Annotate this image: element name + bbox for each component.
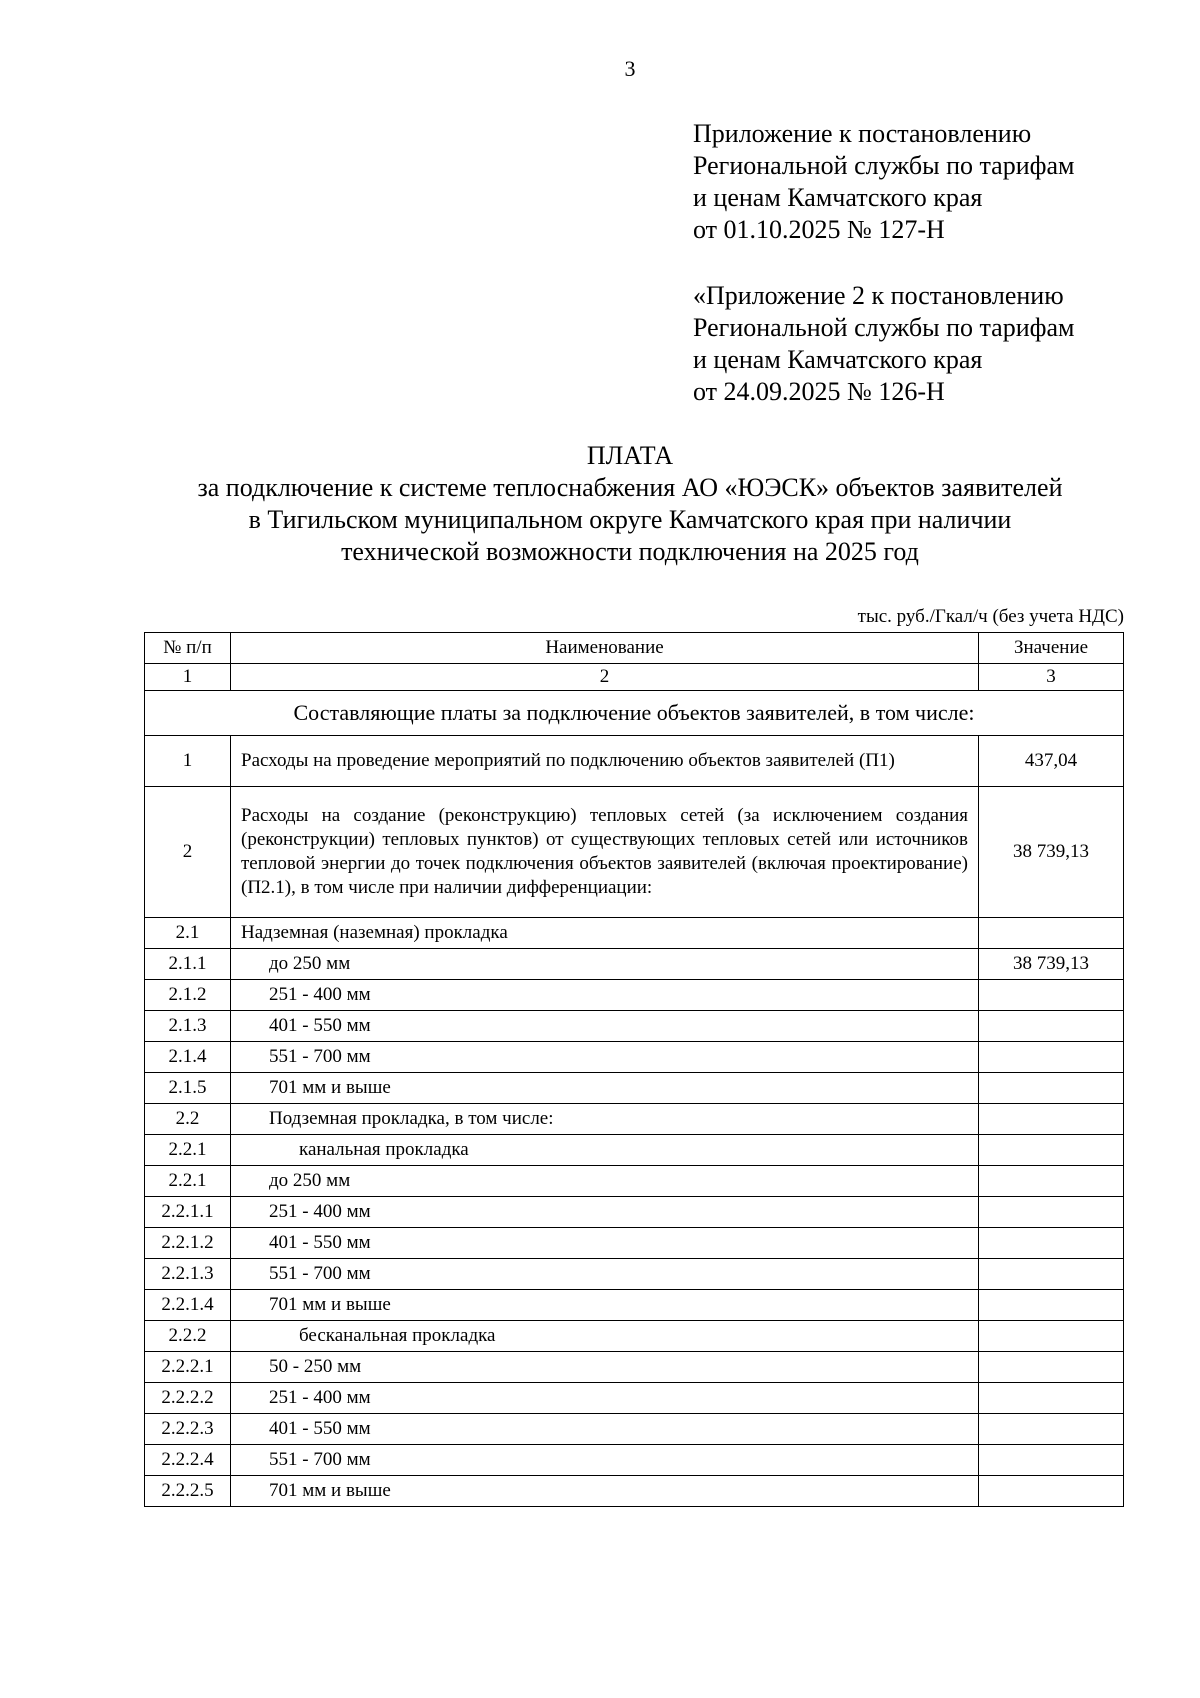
table-row bbox=[145, 1476, 1124, 1507]
row-number-cell: 2.1.5 bbox=[145, 1073, 231, 1104]
row-value-cell bbox=[979, 1445, 1124, 1476]
row-value-cell bbox=[979, 1073, 1124, 1104]
column-number-cell: 3 bbox=[979, 664, 1124, 691]
row-value-cell bbox=[979, 1228, 1124, 1259]
row-value-cell bbox=[979, 1197, 1124, 1228]
table-row bbox=[145, 1383, 1124, 1414]
table-header-row bbox=[145, 633, 1124, 664]
row-number-cell: 2.1.4 bbox=[145, 1042, 231, 1073]
row-number-cell: 2.2.1 bbox=[145, 1135, 231, 1166]
row-value-cell bbox=[979, 1383, 1124, 1414]
appendix-line: от 24.09.2025 № 126-Н bbox=[693, 377, 945, 406]
header-cell: Наименование bbox=[231, 633, 979, 664]
appendix-line: и ценам Камчатского края bbox=[693, 183, 983, 212]
row-number-cell: 2.1.3 bbox=[145, 1011, 231, 1042]
title-heading: ПЛАТА bbox=[586, 441, 674, 470]
appendix-line: от 01.10.2025 № 127-Н bbox=[693, 215, 945, 244]
row-value-cell bbox=[979, 1414, 1124, 1445]
row-name-cell: до 250 мм bbox=[231, 1166, 979, 1197]
title-line: за подключение к системе теплоснабжения АО «ЮЭСК» объектов заявителей bbox=[197, 473, 1063, 502]
row-number-cell: 2.2.1.1 bbox=[145, 1197, 231, 1228]
section-title: Составляющие платы за подключение объектов заявителей, в том числе: bbox=[145, 691, 1124, 736]
table-row bbox=[145, 1104, 1124, 1135]
row-name-cell: 251 - 400 мм bbox=[231, 980, 979, 1011]
appendix-line: «Приложение 2 к постановлению bbox=[693, 281, 1064, 310]
table-row bbox=[145, 1011, 1124, 1042]
appendix-line: Региональной службы по тарифам bbox=[693, 151, 1075, 180]
row-number-cell: 2.1 bbox=[145, 918, 231, 949]
row-value-cell bbox=[979, 1104, 1124, 1135]
row-number-cell: 2 bbox=[145, 787, 231, 918]
row-name-cell: до 250 мм bbox=[231, 949, 979, 980]
row-value-cell bbox=[979, 1290, 1124, 1321]
row-value-cell bbox=[979, 1321, 1124, 1352]
table-row bbox=[145, 1166, 1124, 1197]
appendix-previous bbox=[693, 280, 1074, 408]
table-row bbox=[145, 1445, 1124, 1476]
table-row bbox=[145, 1290, 1124, 1321]
table-row bbox=[145, 1073, 1124, 1104]
table-row bbox=[145, 787, 1124, 918]
row-name-cell: бесканальная прокладка bbox=[231, 1321, 979, 1352]
table-row bbox=[145, 949, 1124, 980]
appendix-current bbox=[693, 118, 1074, 246]
row-name-cell: Расходы на проведение мероприятий по подключению объектов заявителей (П1) bbox=[231, 736, 979, 787]
table-row bbox=[145, 1197, 1124, 1228]
row-value-cell bbox=[979, 1042, 1124, 1073]
row-number-cell: 2.2.2.5 bbox=[145, 1476, 231, 1507]
row-value-cell bbox=[979, 1166, 1124, 1197]
row-name-cell: 551 - 700 мм bbox=[231, 1259, 979, 1290]
table-row bbox=[145, 1352, 1124, 1383]
appendix-line: и ценам Камчатского края bbox=[693, 345, 983, 374]
row-value-cell bbox=[979, 1135, 1124, 1166]
document-title bbox=[0, 440, 1200, 568]
table-row bbox=[145, 736, 1124, 787]
row-value-cell: 38 739,13 bbox=[979, 787, 1124, 918]
row-name-cell: 50 - 250 мм bbox=[231, 1352, 979, 1383]
row-value-cell: 437,04 bbox=[979, 736, 1124, 787]
table-row bbox=[145, 918, 1124, 949]
row-name-cell: 701 мм и выше bbox=[231, 1073, 979, 1104]
column-number-row bbox=[145, 664, 1124, 691]
row-number-cell: 2.2.1.2 bbox=[145, 1228, 231, 1259]
row-number-cell: 2.2.2.2 bbox=[145, 1383, 231, 1414]
row-name-cell: 701 мм и выше bbox=[231, 1290, 979, 1321]
row-name-cell: 401 - 550 мм bbox=[231, 1011, 979, 1042]
row-name-cell: 251 - 400 мм bbox=[231, 1383, 979, 1414]
row-number-cell: 2.1.2 bbox=[145, 980, 231, 1011]
table-row bbox=[145, 1321, 1124, 1352]
row-value-cell bbox=[979, 1476, 1124, 1507]
column-number-cell: 1 bbox=[145, 664, 231, 691]
title-line: технической возможности подключения на 2025 год bbox=[341, 537, 919, 566]
appendix-line: Приложение к постановлению bbox=[693, 119, 1032, 148]
page-number: 3 bbox=[624, 56, 636, 81]
column-number-cell: 2 bbox=[231, 664, 979, 691]
table-row bbox=[145, 1042, 1124, 1073]
row-number-cell: 2.2 bbox=[145, 1104, 231, 1135]
row-number-cell: 2.2.1 bbox=[145, 1166, 231, 1197]
row-value-cell bbox=[979, 1011, 1124, 1042]
table-row bbox=[145, 1228, 1124, 1259]
row-number-cell: 2.2.2 bbox=[145, 1321, 231, 1352]
row-number-cell: 2.1.1 bbox=[145, 949, 231, 980]
row-name-cell: 551 - 700 мм bbox=[231, 1445, 979, 1476]
units-note: тыс. руб./Гкал/ч (без учета НДС) bbox=[857, 606, 1124, 627]
row-name-cell: 701 мм и выше bbox=[231, 1476, 979, 1507]
appendix-line: Региональной службы по тарифам bbox=[693, 313, 1075, 342]
row-name-cell: Расходы на создание (реконструкцию) тепловых сетей (за исключением создания (реконструкции) тепловых пунктов) от существующих тепловых сетей или источников тепловой энергии до точек подключения объектов заявителей (включая проектирование) (П2.1), в том числе при наличии дифференциации: bbox=[231, 787, 979, 918]
row-value-cell bbox=[979, 980, 1124, 1011]
table-row bbox=[145, 1259, 1124, 1290]
row-name-cell: 551 - 700 мм bbox=[231, 1042, 979, 1073]
row-name-cell: 401 - 550 мм bbox=[231, 1228, 979, 1259]
row-number-cell: 2.2.2.3 bbox=[145, 1414, 231, 1445]
row-name-cell: 401 - 550 мм bbox=[231, 1414, 979, 1445]
section-row bbox=[145, 691, 1124, 736]
row-value-cell bbox=[979, 1259, 1124, 1290]
row-number-cell: 2.2.2.4 bbox=[145, 1445, 231, 1476]
row-name-cell: Подземная прокладка, в том числе: bbox=[231, 1104, 979, 1135]
fee-table bbox=[144, 632, 1124, 1507]
header-cell: Значение bbox=[979, 633, 1124, 664]
row-name-cell: Надземная (наземная) прокладка bbox=[231, 918, 979, 949]
row-number-cell: 2.2.1.4 bbox=[145, 1290, 231, 1321]
row-number-cell: 2.2.1.3 bbox=[145, 1259, 231, 1290]
row-value-cell bbox=[979, 1352, 1124, 1383]
table-row bbox=[145, 1414, 1124, 1445]
table-row bbox=[145, 980, 1124, 1011]
title-line: в Тигильском муниципальном округе Камчатского края при наличии bbox=[248, 505, 1012, 534]
table-row bbox=[145, 1135, 1124, 1166]
row-name-cell: канальная прокладка bbox=[231, 1135, 979, 1166]
row-value-cell bbox=[979, 918, 1124, 949]
row-value-cell: 38 739,13 bbox=[979, 949, 1124, 980]
row-number-cell: 1 bbox=[145, 736, 231, 787]
row-name-cell: 251 - 400 мм bbox=[231, 1197, 979, 1228]
header-cell: № п/п bbox=[145, 633, 231, 664]
row-number-cell: 2.2.2.1 bbox=[145, 1352, 231, 1383]
